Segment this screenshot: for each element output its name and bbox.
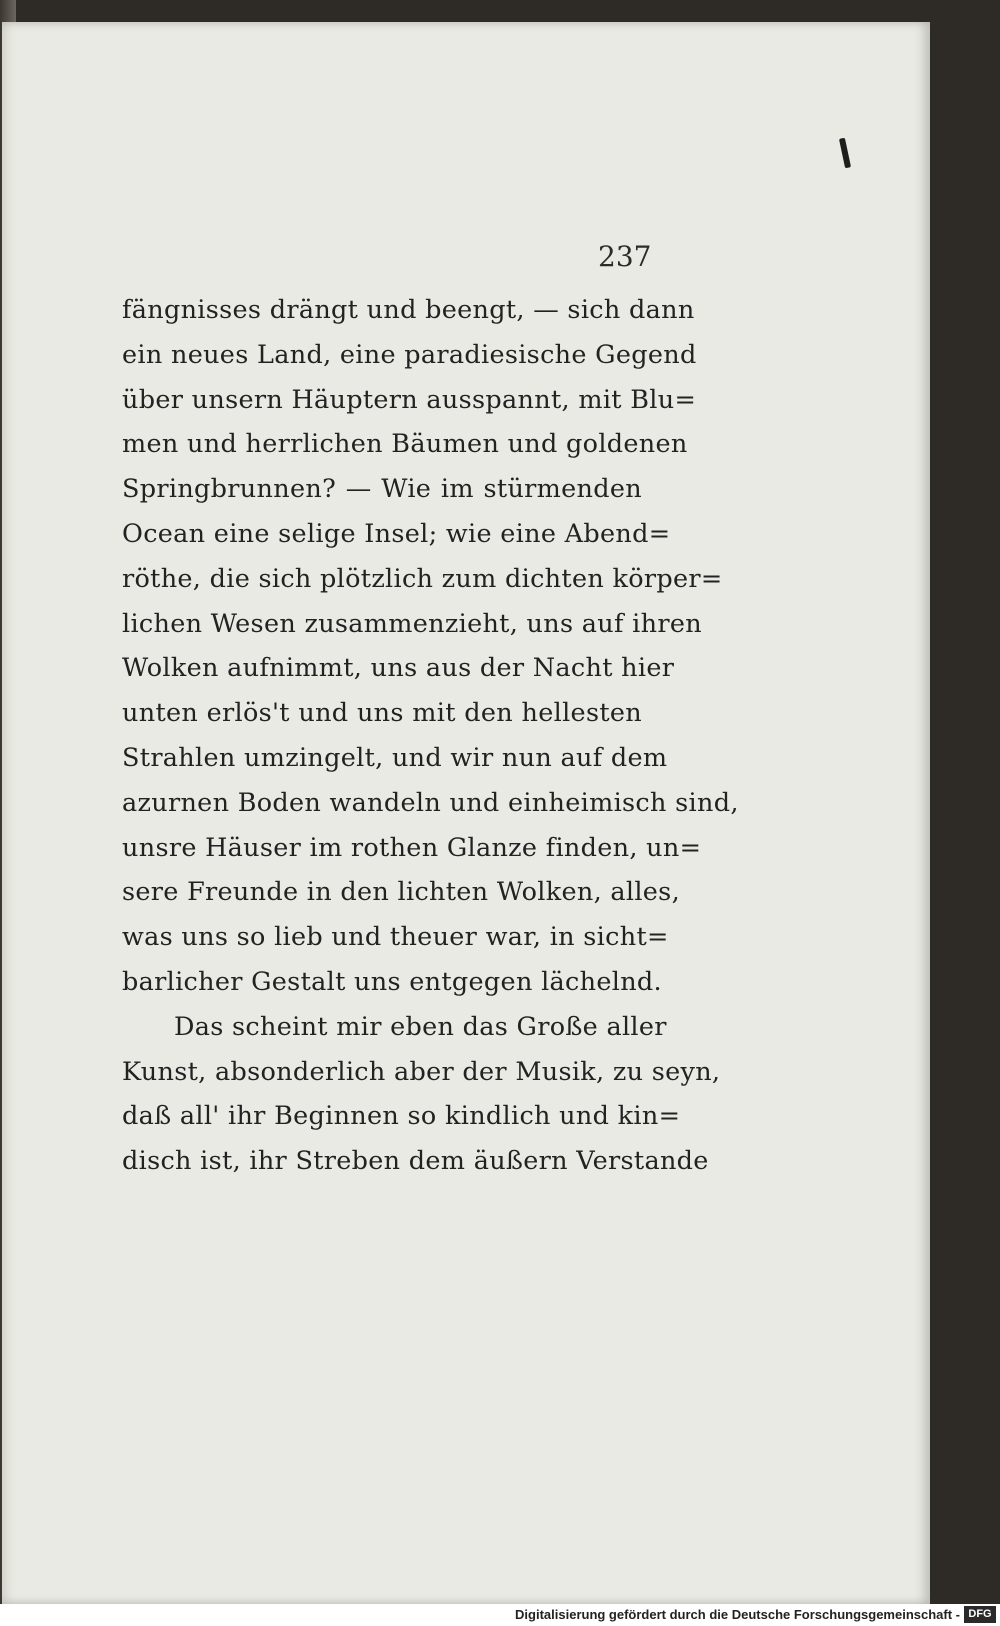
text-line: ein neues Land, eine paradiesische Gegend (122, 339, 697, 370)
text-line: fängnisses drängt und beengt, — sich dann (122, 295, 695, 325)
page-number: 237 (598, 240, 652, 273)
text-line: azurnen Boden wandeln und einheimisch sind, (122, 787, 739, 818)
text-line: lichen Wesen zusammenzieht, uns auf ihren (122, 608, 702, 639)
text-line: Wolken aufnimmt, uns aus der Nacht hier (122, 653, 675, 684)
text-line: unsre Häuser im rothen Glanze finden, un= (122, 832, 702, 863)
text-line: unten erlös't und uns mit den hellesten (122, 698, 642, 729)
text-line: Kunst, absonderlich aber der Musik, zu seyn, (122, 1056, 721, 1087)
dfg-logo-icon: DFG (964, 1606, 996, 1623)
funding-notice: Digitalisierung gefördert durch die Deutsche Forschungsgemeinschaft - (515, 1607, 960, 1622)
text-line: barlicher Gestalt uns entgegen lächelnd. (122, 966, 662, 997)
page-text (122, 288, 739, 1184)
text-line: sere Freunde in den lichten Wolken, alles, (122, 877, 680, 908)
text-line: über unsern Häuptern ausspannt, mit Blu= (122, 384, 697, 415)
text-line: Strahlen umzingelt, und wir nun auf dem (122, 742, 668, 773)
text-line: disch ist, ihr Streben dem äußern Verstande (122, 1146, 709, 1177)
text-line: men und herrlichen Bäumen und goldenen (122, 429, 688, 460)
text-line: röthe, die sich plötzlich zum dichten körper= (122, 563, 723, 594)
text-line: Das scheint mir eben das Große aller (174, 1011, 667, 1042)
text-line: daß all' ihr Beginnen so kindlich und kin= (122, 1101, 681, 1132)
text-line: was uns so lieb und theuer war, in sicht= (122, 922, 669, 953)
footer-bar (0, 1604, 1000, 1626)
text-line: Springbrunnen? — Wie im stürmenden (122, 474, 642, 505)
text-line: Ocean eine selige Insel; wie eine Abend= (122, 518, 671, 549)
